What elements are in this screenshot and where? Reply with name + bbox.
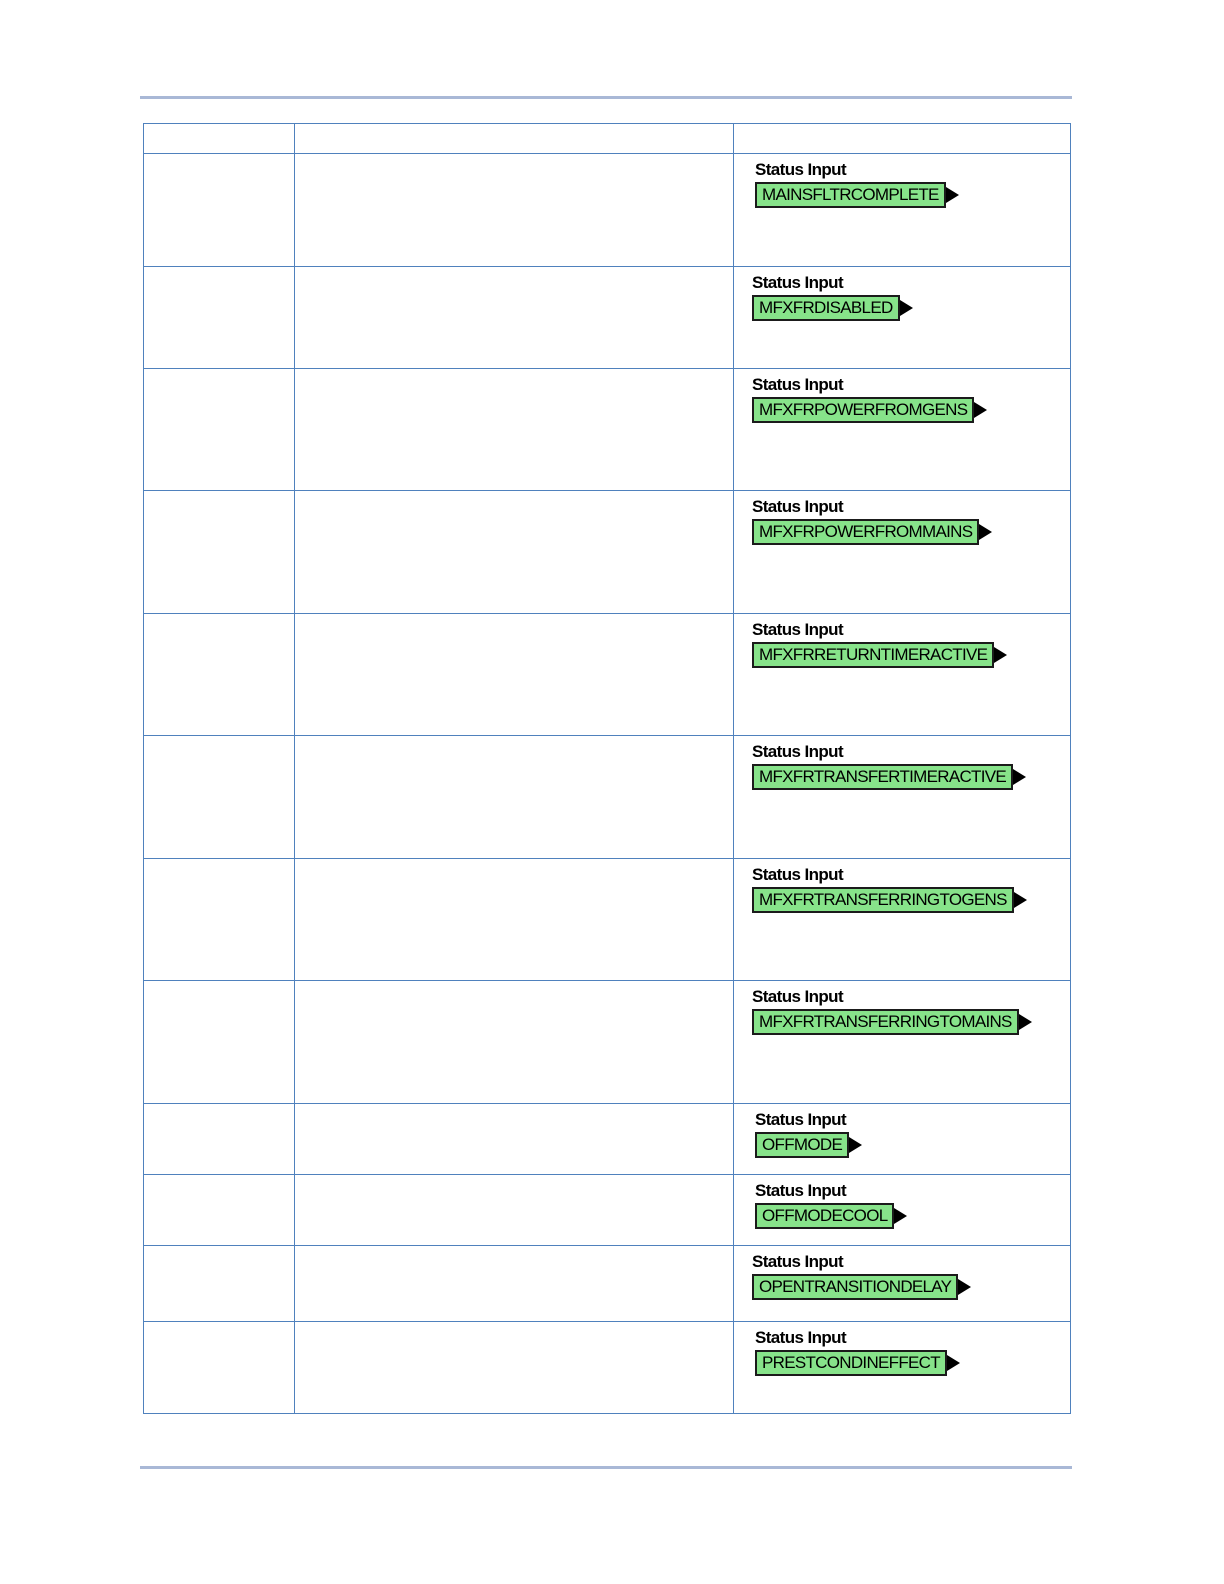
block-signal-name: OPENTRANSITIONDELAY [752, 1274, 958, 1300]
name-cell [144, 369, 295, 491]
name-cell [144, 981, 295, 1104]
output-arrow-icon [994, 647, 1007, 663]
description-cell [295, 981, 734, 1104]
status-input-table [143, 123, 1071, 1414]
output-arrow-icon [958, 1279, 971, 1295]
block-signal-name: MAINSFLTRCOMPLETE [755, 182, 946, 208]
table-row [144, 614, 1071, 736]
table-row [144, 859, 1071, 981]
description-cell [295, 614, 734, 736]
block-label: Status Input [755, 160, 847, 179]
status-input-block [752, 375, 1070, 423]
table-row [144, 1246, 1071, 1322]
description-cell [295, 1246, 734, 1322]
block-cell [734, 981, 1071, 1104]
header-rule [140, 96, 1072, 99]
block-signal-name: MFXFRTRANSFERTIMERACTIVE [752, 764, 1013, 790]
name-cell [144, 1175, 295, 1246]
block-label: Status Input [752, 620, 844, 639]
output-arrow-icon [979, 524, 992, 540]
block-label: Status Input [752, 375, 844, 394]
name-cell [144, 491, 295, 614]
table-row [144, 1322, 1071, 1414]
table-row [144, 267, 1071, 369]
description-cell [295, 154, 734, 267]
description-cell [295, 736, 734, 859]
table-row [144, 736, 1071, 859]
name-cell [144, 154, 295, 267]
name-cell [144, 1246, 295, 1322]
footer-rule [140, 1466, 1072, 1469]
block-signal-name: MFXFRRETURNTIMERACTIVE [752, 642, 994, 668]
status-input-block [752, 865, 1070, 913]
header-cell-2 [295, 124, 734, 154]
output-arrow-icon [1013, 769, 1026, 785]
table-row [144, 981, 1071, 1104]
block-label: Status Input [755, 1181, 847, 1200]
status-input-block [755, 160, 1070, 208]
block-cell [734, 1322, 1071, 1414]
name-cell [144, 267, 295, 369]
description-cell [295, 491, 734, 614]
status-input-block [752, 620, 1070, 668]
block-signal-name: MFXFRDISABLED [752, 295, 900, 321]
status-input-block [752, 1252, 1070, 1300]
block-label: Status Input [752, 865, 844, 884]
table-row [144, 1104, 1071, 1175]
block-cell [734, 614, 1071, 736]
status-input-block [752, 273, 1070, 321]
description-cell [295, 267, 734, 369]
block-label: Status Input [752, 987, 844, 1006]
status-input-block [755, 1328, 1070, 1376]
block-cell [734, 154, 1071, 267]
block-signal-name: MFXFRTRANSFERRINGTOMAINS [752, 1009, 1019, 1035]
description-cell [295, 859, 734, 981]
block-signal-name: MFXFRPOWERFROMGENS [752, 397, 974, 423]
name-cell [144, 736, 295, 859]
output-arrow-icon [1014, 892, 1027, 908]
output-arrow-icon [1019, 1014, 1032, 1030]
output-arrow-icon [900, 300, 913, 316]
description-cell [295, 1104, 734, 1175]
block-label: Status Input [755, 1328, 847, 1347]
output-arrow-icon [947, 1355, 960, 1371]
output-arrow-icon [849, 1137, 862, 1153]
block-cell [734, 1175, 1071, 1246]
status-input-block [755, 1110, 1070, 1158]
table-row [144, 154, 1071, 267]
block-label: Status Input [752, 742, 844, 761]
status-input-block [755, 1181, 1070, 1229]
description-cell [295, 1175, 734, 1246]
block-cell [734, 267, 1071, 369]
table-row [144, 369, 1071, 491]
name-cell [144, 859, 295, 981]
table-row [144, 491, 1071, 614]
output-arrow-icon [946, 187, 959, 203]
block-cell [734, 1246, 1071, 1322]
table-row [144, 1175, 1071, 1246]
header-cell-3 [734, 124, 1071, 154]
block-cell [734, 736, 1071, 859]
block-label: Status Input [752, 1252, 844, 1271]
name-cell [144, 614, 295, 736]
table-header-row [144, 124, 1071, 154]
block-cell [734, 859, 1071, 981]
name-cell [144, 1104, 295, 1175]
status-input-block [752, 497, 1070, 545]
block-label: Status Input [752, 273, 844, 292]
header-cell-1 [144, 124, 295, 154]
block-signal-name: MFXFRTRANSFERRINGTOGENS [752, 887, 1014, 913]
block-signal-name: PRESTCONDINEFFECT [755, 1350, 947, 1376]
status-input-block [752, 987, 1070, 1035]
block-signal-name: OFFMODECOOL [755, 1203, 894, 1229]
description-cell [295, 369, 734, 491]
block-signal-name: MFXFRPOWERFROMMAINS [752, 519, 979, 545]
block-cell [734, 1104, 1071, 1175]
block-cell [734, 491, 1071, 614]
output-arrow-icon [894, 1208, 907, 1224]
name-cell [144, 1322, 295, 1414]
block-label: Status Input [752, 497, 844, 516]
description-cell [295, 1322, 734, 1414]
block-label: Status Input [755, 1110, 847, 1129]
output-arrow-icon [974, 402, 987, 418]
block-signal-name: OFFMODE [755, 1132, 849, 1158]
block-cell [734, 369, 1071, 491]
status-input-block [752, 742, 1070, 790]
